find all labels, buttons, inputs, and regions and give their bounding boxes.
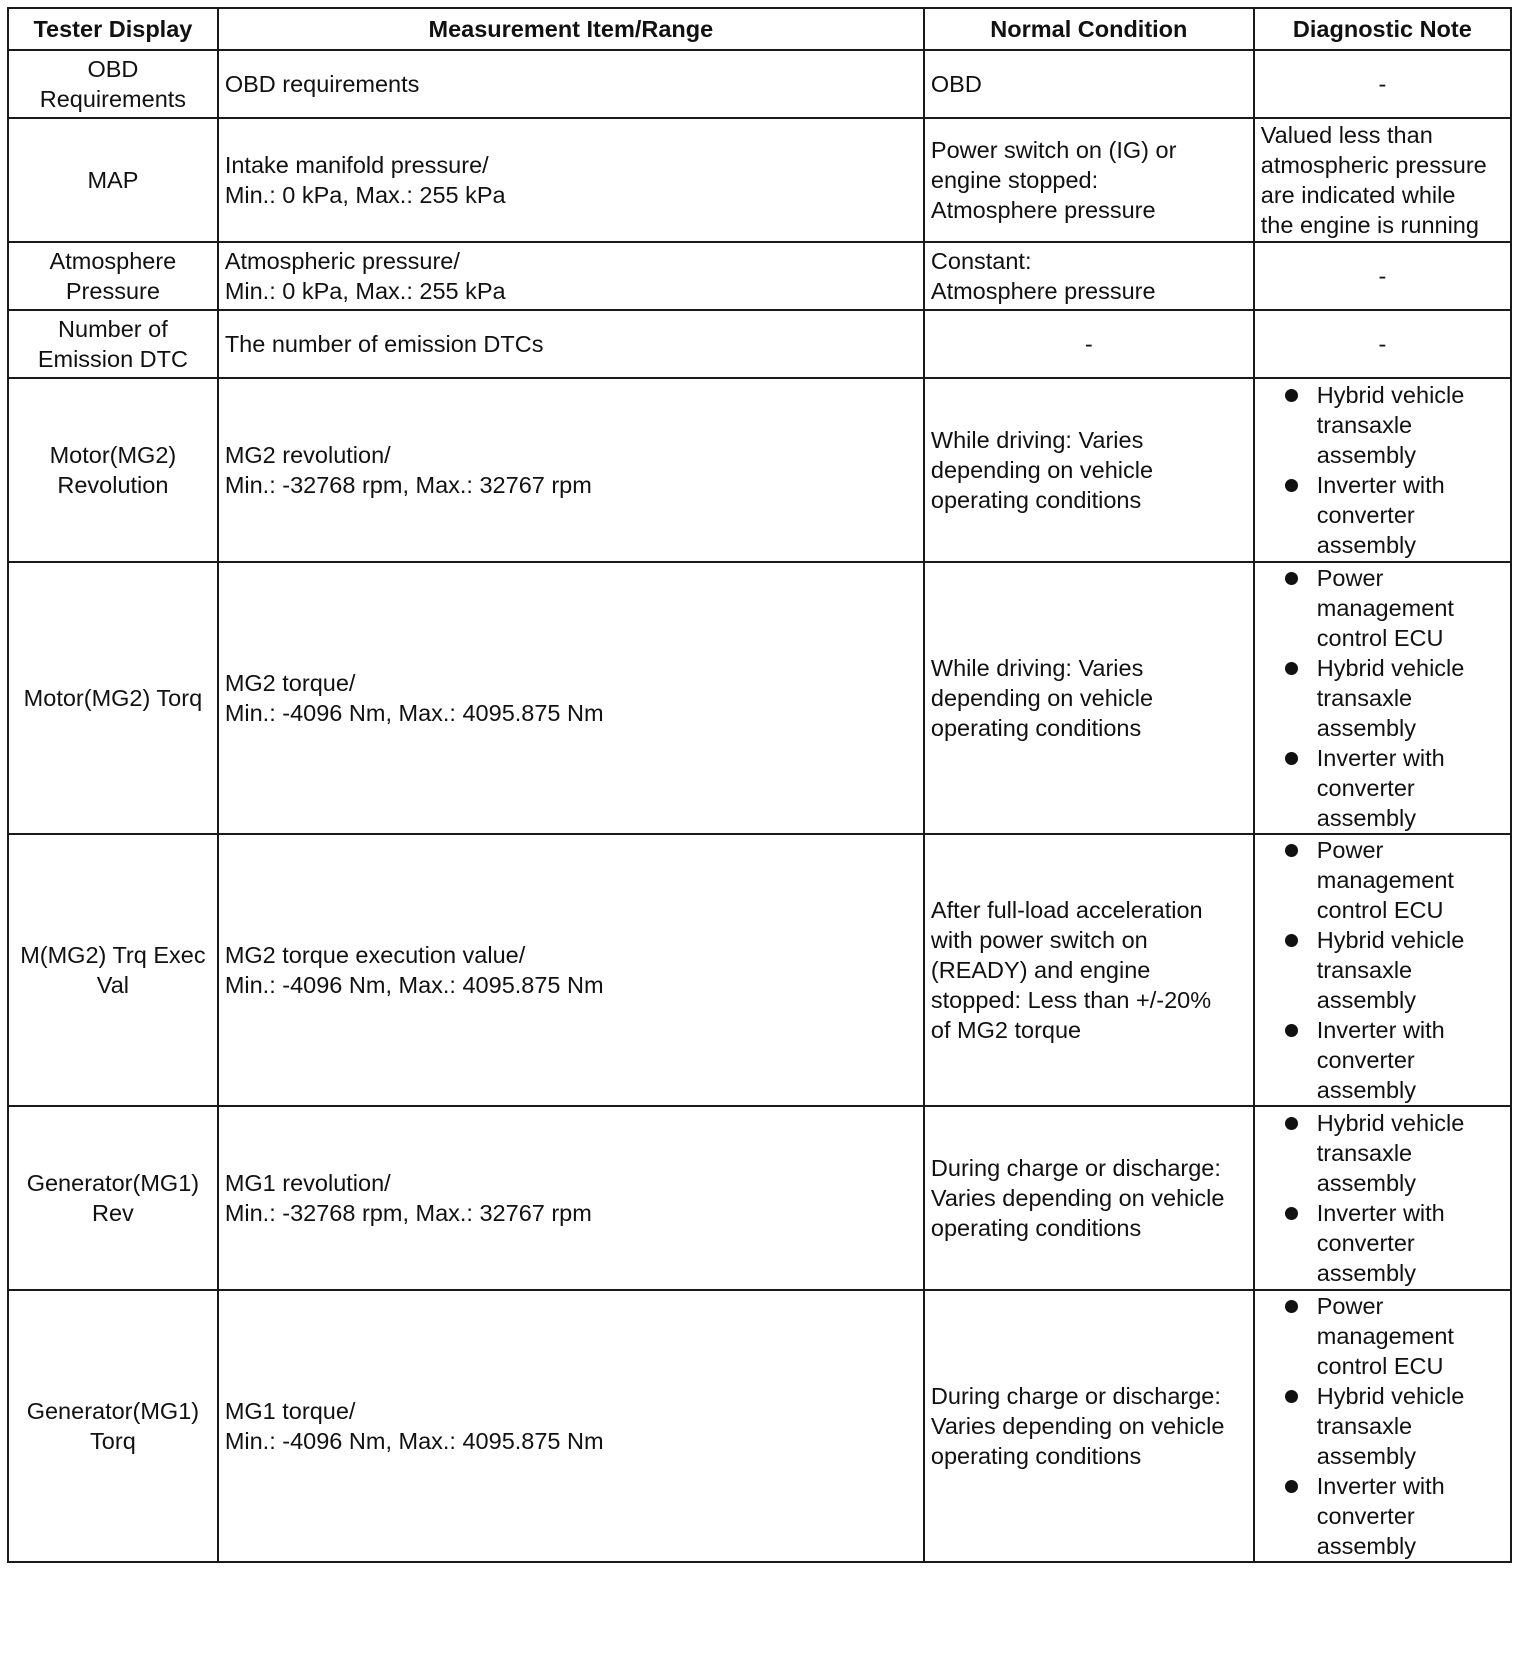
tester-display-text: M(MG2) Trq Exec bbox=[20, 942, 206, 968]
diagnostic-note-text: converter bbox=[1316, 1230, 1415, 1256]
header-diagnostic-note: Diagnostic Note bbox=[1254, 8, 1511, 50]
diagnostic-note-text: transaxle bbox=[1316, 1413, 1413, 1439]
measurement-item-text: Min.: 0 kPa, Max.: 255 kPa bbox=[224, 182, 506, 208]
diagnostic-note-text: converter bbox=[1316, 1047, 1415, 1073]
normal-condition-text: operating conditions bbox=[930, 1443, 1142, 1469]
table-body bbox=[8, 50, 1511, 1562]
diagnostic-note-text: are indicated while bbox=[1260, 182, 1456, 208]
tester-display-text: MAP bbox=[87, 167, 139, 193]
tester-display-cell bbox=[8, 1106, 218, 1290]
diagnostic-note-text: assembly bbox=[1316, 1533, 1417, 1559]
diagnostic-note-item bbox=[1285, 563, 1504, 653]
normal-condition-text: Atmosphere pressure bbox=[930, 197, 1156, 223]
diagnostic-note-text: Hybrid vehicle bbox=[1316, 382, 1465, 408]
measurement-item-text: MG2 torque/ bbox=[224, 670, 356, 696]
normal-condition-text: After full-load acceleration bbox=[930, 897, 1203, 923]
normal-condition-text: operating conditions bbox=[930, 715, 1142, 741]
table-row bbox=[8, 1106, 1511, 1290]
diagnostic-note-text: transaxle bbox=[1316, 1140, 1413, 1166]
normal-condition-text: Varies depending on vehicle bbox=[930, 1185, 1225, 1211]
tester-display-text: Generator(MG1) bbox=[26, 1398, 200, 1424]
tester-display-cell bbox=[8, 834, 218, 1106]
diagnostic-note-cell bbox=[1254, 242, 1511, 310]
measurement-item-cell bbox=[218, 50, 924, 118]
normal-condition-text: operating conditions bbox=[930, 487, 1142, 513]
table-row bbox=[8, 242, 1511, 310]
diagnostic-note-text: assembly bbox=[1316, 1260, 1417, 1286]
diagnostic-note-item bbox=[1285, 835, 1504, 925]
diagnostic-note-text: Hybrid vehicle bbox=[1316, 927, 1465, 953]
measurement-item-text: Min.: -4096 Nm, Max.: 4095.875 Nm bbox=[224, 1428, 604, 1454]
tester-display-cell bbox=[8, 310, 218, 378]
normal-condition-text: engine stopped: bbox=[930, 167, 1099, 193]
tester-display-text: Rev bbox=[92, 1200, 134, 1226]
diagnostic-note-text: Inverter with bbox=[1316, 472, 1445, 498]
diagnostic-note-text: converter bbox=[1316, 775, 1415, 801]
normal-condition-cell bbox=[924, 834, 1254, 1106]
normal-condition-text: During charge or discharge: bbox=[930, 1155, 1221, 1181]
table-row bbox=[8, 310, 1511, 378]
diagnostic-note-text: management bbox=[1316, 595, 1454, 621]
diagnostic-note-text: assembly bbox=[1316, 442, 1417, 468]
diagnostic-note-list bbox=[1261, 380, 1504, 560]
diagnostic-note-text: control ECU bbox=[1316, 897, 1444, 923]
tester-display-text: Torq bbox=[90, 1428, 136, 1454]
diagnostic-note-text: transaxle bbox=[1316, 957, 1413, 983]
diagnostic-note-item bbox=[1285, 925, 1504, 1015]
measurement-item-text: Min.: -32768 rpm, Max.: 32767 rpm bbox=[224, 472, 592, 498]
diagnostic-note-text: transaxle bbox=[1316, 685, 1413, 711]
diagnostic-note-item bbox=[1285, 1108, 1504, 1198]
diagnostic-note-item bbox=[1285, 653, 1504, 743]
diagnostic-note-cell bbox=[1254, 1290, 1511, 1562]
normal-condition-cell bbox=[924, 310, 1254, 378]
tester-display-cell bbox=[8, 378, 218, 562]
measurement-item-text: MG1 revolution/ bbox=[224, 1170, 391, 1196]
normal-condition-cell bbox=[924, 378, 1254, 562]
diagnostic-note-item bbox=[1285, 1471, 1504, 1561]
tester-display-text: OBD bbox=[87, 56, 139, 82]
diagnostic-data-table bbox=[7, 7, 1512, 1563]
diagnostic-note-text: assembly bbox=[1316, 987, 1417, 1013]
diagnostic-note-text: converter bbox=[1316, 502, 1415, 528]
tester-display-text: Atmosphere bbox=[49, 248, 177, 274]
diagnostic-note-text: Inverter with bbox=[1316, 1200, 1445, 1226]
diagnostic-note-cell bbox=[1254, 118, 1511, 242]
diagnostic-note-text: Hybrid vehicle bbox=[1316, 1383, 1465, 1409]
normal-condition-text: While driving: Varies bbox=[930, 655, 1144, 681]
tester-display-text: Revolution bbox=[57, 472, 169, 498]
diagnostic-note-text: Hybrid vehicle bbox=[1316, 1110, 1465, 1136]
diagnostic-note-text: - bbox=[1378, 263, 1387, 289]
normal-condition-text: depending on vehicle bbox=[930, 457, 1154, 483]
diagnostic-note-text: - bbox=[1378, 71, 1387, 97]
measurement-item-text: MG1 torque/ bbox=[224, 1398, 356, 1424]
diagnostic-note-text: assembly bbox=[1316, 1443, 1417, 1469]
diagnostic-note-cell bbox=[1254, 310, 1511, 378]
header-row bbox=[8, 8, 1511, 50]
measurement-item-text: Min.: -4096 Nm, Max.: 4095.875 Nm bbox=[224, 700, 604, 726]
normal-condition-text: While driving: Varies bbox=[930, 427, 1144, 453]
diagnostic-note-text: Hybrid vehicle bbox=[1316, 655, 1465, 681]
normal-condition-text: (READY) and engine bbox=[930, 957, 1151, 983]
tester-display-text: Generator(MG1) bbox=[26, 1170, 200, 1196]
diagnostic-note-text: assembly bbox=[1316, 1077, 1417, 1103]
normal-condition-cell bbox=[924, 1106, 1254, 1290]
diagnostic-note-cell bbox=[1254, 562, 1511, 834]
normal-condition-cell bbox=[924, 50, 1254, 118]
measurement-item-text: Intake manifold pressure/ bbox=[224, 152, 489, 178]
diagnostic-note-cell bbox=[1254, 50, 1511, 118]
tester-display-text: Requirements bbox=[39, 86, 187, 112]
normal-condition-text: Power switch on (IG) or bbox=[930, 137, 1177, 163]
table-row bbox=[8, 50, 1511, 118]
diagnostic-note-list bbox=[1261, 1291, 1504, 1561]
measurement-item-text: The number of emission DTCs bbox=[224, 331, 544, 357]
measurement-item-cell bbox=[218, 834, 924, 1106]
table-row bbox=[8, 562, 1511, 834]
normal-condition-text: Constant: bbox=[930, 248, 1032, 274]
diagnostic-note-text: management bbox=[1316, 1323, 1454, 1349]
diagnostic-note-text: atmospheric pressure bbox=[1260, 152, 1487, 178]
measurement-item-cell bbox=[218, 1106, 924, 1290]
tester-display-text: Emission DTC bbox=[37, 346, 188, 372]
normal-condition-text: Atmosphere pressure bbox=[930, 278, 1156, 304]
diagnostic-note-text: Inverter with bbox=[1316, 745, 1445, 771]
diagnostic-note-text: assembly bbox=[1316, 805, 1417, 831]
normal-condition-text: stopped: Less than +/-20% bbox=[930, 987, 1212, 1013]
table-row bbox=[8, 1290, 1511, 1562]
diagnostic-note-text: Inverter with bbox=[1316, 1017, 1445, 1043]
diagnostic-note-cell bbox=[1254, 1106, 1511, 1290]
tester-display-cell bbox=[8, 1290, 218, 1562]
diagnostic-note-text: Power bbox=[1316, 837, 1384, 863]
normal-condition-text: During charge or discharge: bbox=[930, 1383, 1221, 1409]
measurement-item-text: Min.: -4096 Nm, Max.: 4095.875 Nm bbox=[224, 972, 604, 998]
normal-condition-text: of MG2 torque bbox=[930, 1017, 1082, 1043]
table-row bbox=[8, 378, 1511, 562]
diagnostic-note-list bbox=[1261, 835, 1504, 1105]
diagnostic-note-text: transaxle bbox=[1316, 412, 1413, 438]
measurement-item-cell bbox=[218, 562, 924, 834]
diagnostic-note-item bbox=[1285, 1015, 1504, 1105]
diagnostic-note-cell bbox=[1254, 834, 1511, 1106]
diagnostic-note-text: control ECU bbox=[1316, 1353, 1444, 1379]
measurement-item-text: OBD requirements bbox=[224, 71, 420, 97]
measurement-item-text: Min.: 0 kPa, Max.: 255 kPa bbox=[224, 278, 506, 304]
tester-display-cell bbox=[8, 50, 218, 118]
normal-condition-text: depending on vehicle bbox=[930, 685, 1154, 711]
measurement-item-cell bbox=[218, 310, 924, 378]
diagnostic-note-text: control ECU bbox=[1316, 625, 1444, 651]
diagnostic-note-cell bbox=[1254, 378, 1511, 562]
table-row bbox=[8, 118, 1511, 242]
diagnostic-note-text: converter bbox=[1316, 1503, 1415, 1529]
normal-condition-text: OBD bbox=[930, 71, 982, 97]
diagnostic-note-text: - bbox=[1378, 331, 1387, 357]
diagnostic-note-text: Power bbox=[1316, 1293, 1384, 1319]
diagnostic-note-text: Inverter with bbox=[1316, 1473, 1445, 1499]
measurement-item-cell bbox=[218, 118, 924, 242]
diagnostic-note-item bbox=[1285, 743, 1504, 833]
measurement-item-cell bbox=[218, 242, 924, 310]
table-row bbox=[8, 834, 1511, 1106]
tester-display-text: Number of bbox=[58, 316, 168, 342]
measurement-item-cell bbox=[218, 1290, 924, 1562]
normal-condition-cell bbox=[924, 562, 1254, 834]
diagnostic-note-text: Valued less than bbox=[1260, 122, 1433, 148]
normal-condition-cell bbox=[924, 118, 1254, 242]
normal-condition-cell bbox=[924, 242, 1254, 310]
diagnostic-note-item bbox=[1285, 1381, 1504, 1471]
header-measurement-item: Measurement Item/Range bbox=[218, 8, 924, 50]
diagnostic-note-text: assembly bbox=[1316, 1170, 1417, 1196]
measurement-item-text: Atmospheric pressure/ bbox=[224, 248, 460, 274]
tester-display-cell bbox=[8, 118, 218, 242]
tester-display-text: Pressure bbox=[65, 278, 160, 304]
diagnostic-note-text: the engine is running bbox=[1260, 212, 1479, 238]
normal-condition-text: operating conditions bbox=[930, 1215, 1142, 1241]
tester-display-cell bbox=[8, 562, 218, 834]
header-tester-display: Tester Display bbox=[8, 8, 218, 50]
measurement-item-text: MG2 revolution/ bbox=[224, 442, 391, 468]
normal-condition-text: - bbox=[1084, 331, 1093, 357]
header-normal-condition: Normal Condition bbox=[924, 8, 1254, 50]
diagnostic-note-text: Power bbox=[1316, 565, 1384, 591]
diagnostic-note-list bbox=[1261, 563, 1504, 833]
diagnostic-note-item bbox=[1285, 470, 1504, 560]
diagnostic-note-text: assembly bbox=[1316, 532, 1417, 558]
diagnostic-note-item bbox=[1285, 1198, 1504, 1288]
diagnostic-note-item bbox=[1285, 380, 1504, 470]
normal-condition-cell bbox=[924, 1290, 1254, 1562]
tester-display-cell bbox=[8, 242, 218, 310]
tester-display-text: Motor(MG2) bbox=[49, 442, 177, 468]
normal-condition-text: Varies depending on vehicle bbox=[930, 1413, 1225, 1439]
tester-display-text: Motor(MG2) Torq bbox=[23, 685, 203, 711]
measurement-item-text: MG2 torque execution value/ bbox=[224, 942, 526, 968]
measurement-item-text: Min.: -32768 rpm, Max.: 32767 rpm bbox=[224, 1200, 592, 1226]
normal-condition-text: with power switch on bbox=[930, 927, 1148, 953]
diagnostic-note-item bbox=[1285, 1291, 1504, 1381]
diagnostic-note-text: management bbox=[1316, 867, 1454, 893]
tester-display-text: Val bbox=[96, 972, 130, 998]
diagnostic-note-text: assembly bbox=[1316, 715, 1417, 741]
diagnostic-note-list bbox=[1261, 1108, 1504, 1288]
measurement-item-cell bbox=[218, 378, 924, 562]
